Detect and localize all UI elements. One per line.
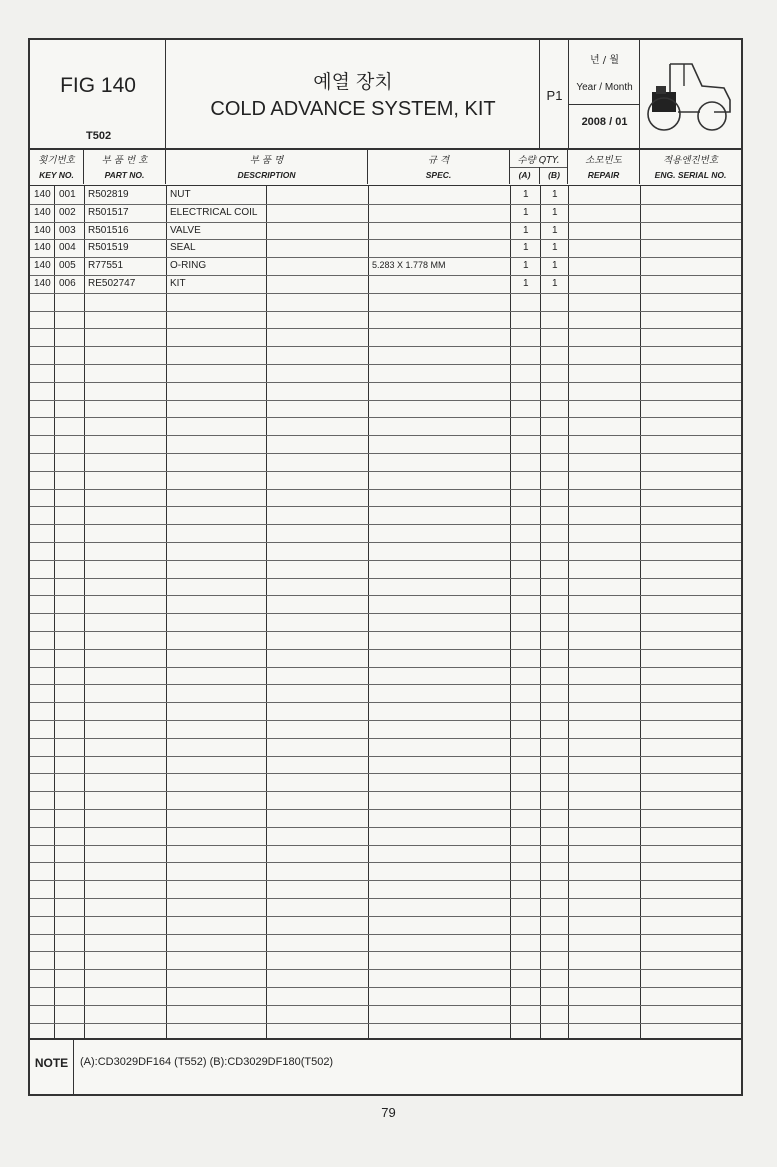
grid-rule [30, 631, 741, 632]
grid-divider [54, 186, 55, 1038]
grid-rule [30, 934, 741, 935]
row-desc: O-RING [170, 260, 207, 272]
figure-number: FIG 140 [60, 74, 136, 97]
grid-rule [30, 827, 741, 828]
row-fig: 140 [34, 242, 51, 254]
parts-sheet [28, 38, 743, 1096]
grid-rule [30, 293, 741, 294]
grid-rule [30, 328, 741, 329]
table-row [30, 186, 741, 204]
table-row [30, 239, 741, 257]
grid-rule [30, 204, 741, 205]
row-fig: 140 [34, 224, 51, 236]
grid-rule [30, 809, 741, 810]
grid-divider [540, 186, 541, 1038]
col-repair [568, 150, 640, 184]
row-qty-b: 1 [552, 278, 558, 289]
grid-rule [30, 738, 741, 739]
col-repair-ko: 소모빈도 [585, 155, 622, 166]
col-repair-en: REPAIR [587, 170, 620, 180]
col-desc-en: DESCRIPTION [237, 170, 296, 180]
col-serial [640, 150, 741, 184]
grid-rule [30, 667, 741, 668]
grid-divider [568, 186, 569, 1038]
row-part: RE502747 [88, 278, 136, 289]
note-label: NOTE [30, 1040, 74, 1096]
row-fig: 140 [34, 260, 51, 272]
grid-rule [30, 613, 741, 614]
col-desc-ko: 부 품 명 [249, 155, 284, 166]
row-part: R501519 [88, 242, 129, 254]
row-part: R502819 [88, 189, 129, 200]
col-qty-b: (B) [548, 170, 560, 180]
table-row [30, 257, 741, 275]
col-spec [368, 150, 510, 184]
col-description [166, 150, 368, 184]
grid-rule [30, 756, 741, 757]
grid-rule [30, 506, 741, 507]
date-value: 2008 / 01 [581, 116, 628, 128]
grid-rule [30, 773, 741, 774]
grid-divider [510, 186, 511, 1038]
grid-rule [30, 257, 741, 258]
page-number: 79 [381, 1105, 396, 1120]
grid-divider [640, 186, 641, 1038]
row-qty-a: 1 [523, 224, 529, 236]
grid-rule [30, 435, 741, 436]
row-qty-a: 1 [523, 206, 529, 218]
note-text: (A):CD3029DF164 (T552) (B):CD3029DF180(T502) [80, 1056, 334, 1068]
row-desc: KIT [170, 278, 186, 289]
grid-rule [30, 524, 741, 525]
grid-rule [30, 364, 741, 365]
row-fig: 140 [34, 278, 51, 289]
note-section [30, 1038, 741, 1094]
row-qty-b: 1 [552, 206, 558, 218]
grid-rule [30, 880, 741, 881]
row-qty-a: 1 [523, 278, 529, 289]
col-part-ko: 부 품 번 호 [101, 155, 148, 166]
row-qty-b: 1 [552, 260, 558, 272]
grid-rule [30, 542, 741, 543]
grid-divider [166, 186, 167, 1038]
row-key: 001 [59, 189, 76, 200]
grid-rule [30, 417, 741, 418]
col-key-en: KEY NO. [39, 170, 74, 180]
grid-rule [30, 489, 741, 490]
grid-divider [84, 186, 85, 1038]
row-key: 004 [59, 242, 76, 254]
page-label: P1 [546, 88, 563, 103]
col-qty-a: (A) [510, 167, 540, 184]
row-key: 005 [59, 260, 76, 272]
grid-rule [30, 898, 741, 899]
row-part: R501516 [88, 224, 129, 236]
grid-rule [30, 969, 741, 970]
grid-rule [30, 649, 741, 650]
row-key: 006 [59, 278, 76, 289]
grid-divider [266, 186, 267, 1038]
grid-rule [30, 400, 741, 401]
grid-rule [30, 791, 741, 792]
col-qty-ko: 수량 QTY. [517, 155, 560, 166]
grid-rule [30, 951, 741, 952]
grid-rule [30, 346, 741, 347]
row-desc: VALVE [170, 224, 201, 236]
figure-cell [30, 40, 166, 148]
row-qty-a: 1 [523, 242, 529, 254]
grid-rule [30, 311, 741, 312]
row-desc: SEAL [170, 242, 196, 254]
col-spec-ko: 규 격 [427, 155, 450, 166]
grid-rule [30, 578, 741, 579]
row-qty-a: 1 [523, 189, 529, 200]
row-desc: ELECTRICAL COIL [170, 206, 258, 218]
col-part-en: PART NO. [104, 170, 145, 180]
row-key: 003 [59, 224, 76, 236]
table-row [30, 275, 741, 293]
grid-rule [30, 916, 741, 917]
grid-rule [30, 471, 741, 472]
row-key: 002 [59, 206, 76, 218]
title-cell [166, 40, 540, 148]
grid-divider [368, 186, 369, 1038]
grid-rule [30, 453, 741, 454]
row-part: R501517 [88, 206, 129, 218]
col-part [84, 150, 166, 184]
tractor-icon [644, 56, 736, 134]
sheet-header [30, 40, 741, 150]
date-divider [569, 104, 640, 105]
row-qty-a: 1 [523, 260, 529, 272]
grid-rule [30, 720, 741, 721]
col-key [30, 150, 84, 184]
row-desc: NUT [170, 189, 191, 200]
grid-rule [30, 1005, 741, 1006]
grid-rule [30, 845, 741, 846]
grid-rule [30, 1023, 741, 1024]
row-qty-b: 1 [552, 242, 558, 254]
row-spec: 5.283 X 1.778 MM [372, 260, 446, 271]
grid-rule [30, 684, 741, 685]
parts-table-body [30, 186, 741, 1038]
grid-rule [30, 382, 741, 383]
column-header-row [30, 150, 741, 186]
row-fig: 140 [34, 206, 51, 218]
page-cell [540, 40, 569, 148]
col-serial-ko: 적용엔진번호 [662, 155, 719, 166]
row-qty-b: 1 [552, 224, 558, 236]
title-english: COLD ADVANCE SYSTEM, KIT [210, 98, 496, 120]
model-code: T502 [86, 130, 112, 142]
col-serial-en: ENG. SERIAL NO. [654, 170, 727, 180]
table-row [30, 204, 741, 222]
grid-rule [30, 275, 741, 276]
date-label-english: Year / Month [576, 82, 633, 93]
col-key-ko: 횟기번호 [38, 155, 75, 166]
row-fig: 140 [34, 189, 51, 200]
date-label-korean: 년 / 월 [589, 55, 620, 66]
grid-rule [30, 239, 741, 240]
grid-rule [30, 222, 741, 223]
row-part: R77551 [88, 260, 124, 272]
icon-cell [640, 40, 741, 148]
table-row [30, 222, 741, 240]
col-spec-en: SPEC. [425, 170, 452, 180]
grid-rule [30, 987, 741, 988]
grid-rule [30, 560, 741, 561]
row-qty-b: 1 [552, 189, 558, 200]
date-cell [569, 40, 640, 148]
grid-rule [30, 862, 741, 863]
grid-rule [30, 702, 741, 703]
grid-rule [30, 595, 741, 596]
col-qty [510, 150, 568, 184]
title-korean: 예열 장치 [313, 71, 393, 93]
